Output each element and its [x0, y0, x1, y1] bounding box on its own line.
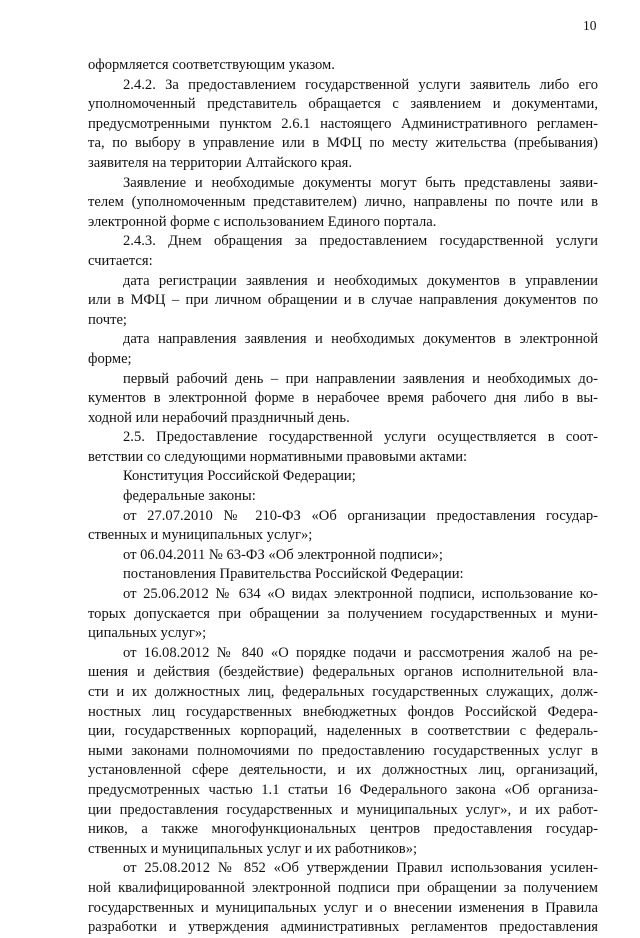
- text-line: от 25.08.2012 № 852 «Об утверждении Правил использования усилен-: [123, 860, 598, 877]
- text-line: считается:: [88, 252, 153, 269]
- text-line: от 25.06.2012 № 634 «О видах электронной подписи, использование ко-: [123, 586, 598, 603]
- text-line: 2.4.2. За предоставлением государственной услуги заявитель либо его: [123, 76, 598, 93]
- text-line: постановления Правительства Российской Федерации:: [123, 566, 464, 583]
- text-line: почте;: [88, 311, 127, 328]
- text-line: шения и действия (бездействие) федеральных органов исполнительной вла-: [88, 664, 598, 681]
- text-line: ципальных услуг»;: [88, 625, 207, 642]
- text-line: от 06.04.2011 № 63-ФЗ «Об электронной подписи»;: [123, 546, 443, 563]
- text-line: 2.5. Предоставление государственной услуги осуществляется в соот-: [123, 429, 598, 446]
- text-line: предусмотренных частью 1.1 статьи 16 Федерального закона «Об организа-: [88, 781, 598, 798]
- text-line: форме;: [88, 350, 132, 367]
- text-line: ственных и муниципальных услуг и их работников»;: [88, 840, 418, 857]
- text-line: от 16.08.2012 № 840 «О порядке подачи и рассмотрения жалоб на ре-: [123, 644, 598, 661]
- text-line: Заявление и необходимые документы могут быть представлены заяви-: [123, 174, 598, 191]
- text-line: установленной сфере деятельности, и их должностных лиц, организаций,: [88, 762, 598, 779]
- text-line: от 27.07.2010 № 210-ФЗ «Об организации предоставления государ-: [123, 507, 598, 524]
- text-line: сти и их должностных лиц, федеральных государственных служащих, долж-: [88, 684, 598, 700]
- text-line: ностных лиц государственных внебюджетных фондов Российской Федера-: [88, 703, 598, 720]
- text-line: ветствии со следующими нормативными правовыми актами:: [88, 448, 468, 465]
- text-line: ходной или нерабочий праздничный день.: [88, 409, 350, 426]
- text-line: заявителя на территории Алтайского края.: [88, 154, 352, 171]
- text-line: ными законами полномочиями по предоставлению государственных услуг в: [88, 742, 598, 759]
- text-line: или в МФЦ – при личном обращении и в случае направления документов по: [88, 292, 598, 309]
- text-line: предусмотренными пунктом 2.6.1 настоящего Административного регламен-: [88, 115, 598, 132]
- text-line: телем (уполномоченным представителем) лично, направлены по почте или в: [88, 194, 598, 211]
- text-line: первый рабочий день – при направлении заявления и необходимых до-: [123, 370, 598, 387]
- text-line: уполномоченный представитель обращается с заявлением и документами,: [88, 96, 598, 113]
- document-body: [88, 56, 598, 938]
- text-line: дата направления заявления и необходимых документов в электронной: [123, 331, 598, 348]
- text-line: ции предоставления государственных и муниципальных услуг», и их работ-: [88, 801, 598, 818]
- text-line: федеральные законы:: [123, 488, 256, 505]
- text-line: 2.4.3. Днем обращения за предоставлением государственной услуги: [123, 233, 598, 250]
- text-line: дата регистрации заявления и необходимых документов в управлении: [123, 272, 598, 289]
- text-line: ников, а также многофункциональных центров предоставления государ-: [88, 821, 598, 838]
- text-line: Конституция Российской Федерации;: [123, 468, 356, 485]
- text-line: та, по выбору в управление или в МФЦ по месту жительства (пребывания): [88, 135, 598, 152]
- page-number: 10: [583, 18, 597, 33]
- text-line: ции, государственных корпораций, наделенных в соответствии с федераль-: [88, 723, 598, 740]
- text-line: государственных и муниципальных услуг и о внесении изменения в Правила: [88, 899, 598, 916]
- text-line: оформляется соответствующим указом.: [88, 57, 335, 73]
- text-line: кументов в электронной форме в нерабочее время рабочего дня либо в вы-: [88, 390, 598, 407]
- text-line: ной квалифицированной электронной подписи при обращении за получением: [88, 879, 598, 896]
- text-line: электронной форме с использованием Единого портала.: [88, 213, 437, 230]
- text-line: разработки и утверждения административных регламентов предоставления: [88, 919, 598, 936]
- text-line: торых допускается при обращении за получением государственных и муни-: [88, 605, 598, 622]
- text-line: ственных и муниципальных услуг»;: [88, 527, 313, 544]
